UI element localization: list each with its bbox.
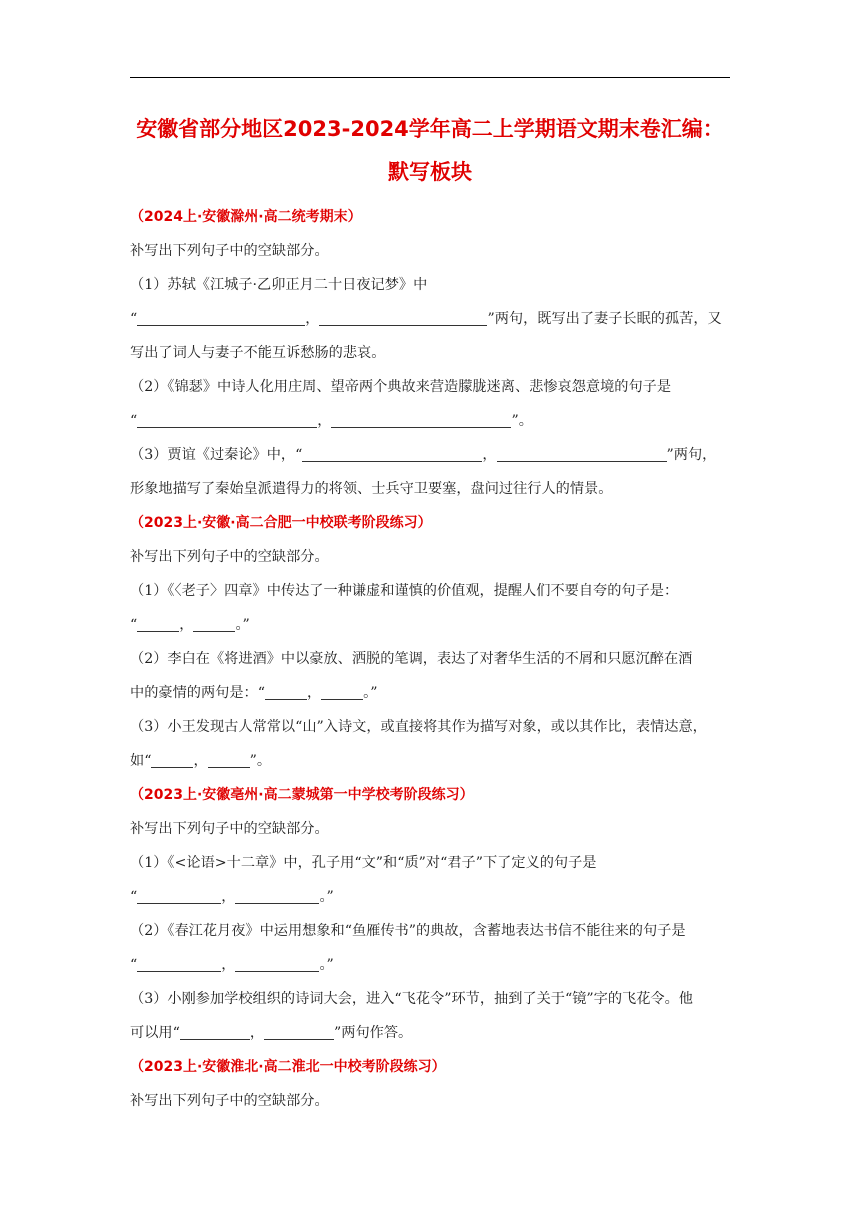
question-text: （3）小王发现古人常常以“山”入诗文，或直接将其作为描写对象，或以其作比，表情达意， xyxy=(130,719,707,735)
comma-separator: ， xyxy=(482,447,497,463)
quote-mark: “ xyxy=(130,311,138,327)
question-answer-line xyxy=(130,438,730,472)
instruction-text: 补写出下列句子中的空缺部分。 xyxy=(130,1093,329,1109)
comma-separator: ， xyxy=(305,311,320,327)
answer-blank[interactable] xyxy=(137,411,317,428)
question-text: ”两句， xyxy=(666,447,717,463)
question-text: ”。 xyxy=(249,753,272,769)
document-subtitle: 默写板块 xyxy=(388,160,472,184)
question-answer-line xyxy=(130,404,730,438)
instruction-text: 补写出下列句子中的空缺部分。 xyxy=(130,549,329,565)
question-text: 如“ xyxy=(130,753,152,769)
answer-blank[interactable] xyxy=(321,683,363,700)
question-text: （3）贾谊《过秦论》中，“ xyxy=(130,447,303,463)
question-text: （1）《<论语>十二章》中，孔子用“文”和“质”对“君子”下了定义的句子是 xyxy=(130,855,597,871)
answer-blank[interactable] xyxy=(208,751,250,768)
question-text: ”。 xyxy=(511,413,533,429)
question-answer-line xyxy=(130,676,730,710)
answer-blank[interactable] xyxy=(264,1023,334,1040)
question-text: （1）苏轼《江城子·乙卯正月二十日夜记梦》中 xyxy=(130,277,428,293)
question-text: 中的豪情的两句是：“ xyxy=(130,685,265,701)
answer-blank[interactable] xyxy=(193,615,235,632)
section-header: （2024上·安徽滁州·高二统考期末） xyxy=(130,209,362,225)
comma-separator: ， xyxy=(221,957,236,973)
section-header: （2023上·安徽淮北·高二淮北一中校考阶段练习） xyxy=(130,1059,446,1075)
question-text: ”两句，既写出了妻子长眠的孤苦，又 xyxy=(487,311,722,327)
answer-blank[interactable] xyxy=(137,615,179,632)
header-rule xyxy=(130,77,730,78)
quote-mark: “ xyxy=(130,957,138,973)
instruction-text: 补写出下列句子中的空缺部分。 xyxy=(130,821,329,837)
question-text: （3）小刚参加学校组织的诗词大会，进入“飞花令”环节，抽到了关于“镜”字的飞花令。他 xyxy=(130,991,693,1007)
answer-blank[interactable] xyxy=(137,887,221,904)
document-title: 安徽省部分地区2023-2024学年高二上学期语文期末卷汇编： xyxy=(136,117,724,141)
quote-mark: “ xyxy=(130,617,138,633)
question-text: ”两句作答。 xyxy=(334,1025,413,1041)
question-text: 。” xyxy=(235,617,250,633)
answer-blank[interactable] xyxy=(319,309,487,326)
question-text: 可以用“ xyxy=(130,1025,180,1041)
instruction-text: 补写出下列句子中的空缺部分。 xyxy=(130,243,329,259)
question-text: 。” xyxy=(363,685,378,701)
quote-mark: “ xyxy=(130,889,138,905)
answer-blank[interactable] xyxy=(497,445,667,462)
question-answer-line xyxy=(130,302,730,336)
comma-separator: ， xyxy=(179,617,194,633)
section-header: （2023上·安徽·高二合肥一中校联考阶段练习） xyxy=(130,515,432,531)
answer-blank[interactable] xyxy=(235,887,319,904)
answer-blank[interactable] xyxy=(265,683,307,700)
answer-blank[interactable] xyxy=(235,955,319,972)
comma-separator: ， xyxy=(306,685,322,701)
document-body xyxy=(130,200,730,1118)
question-text: （2）《锦瑟》中诗人化用庄周、望帝两个典故来营造朦胧迷离、悲惨哀怨意境的句子是 xyxy=(130,379,672,395)
question-answer-line xyxy=(130,948,730,982)
question-text: 形象地描写了秦始皇派遣得力的将领、士兵守卫要塞，盘问过往行人的情景。 xyxy=(130,481,613,497)
quote-mark: “ xyxy=(130,413,138,429)
question-text: 。” xyxy=(319,889,334,905)
answer-blank[interactable] xyxy=(180,1023,250,1040)
answer-blank[interactable] xyxy=(331,411,511,428)
comma-separator: ， xyxy=(317,413,332,429)
question-answer-line xyxy=(130,608,730,642)
question-answer-line xyxy=(130,744,730,778)
comma-separator: ， xyxy=(221,889,236,905)
comma-separator: ， xyxy=(249,1025,265,1041)
question-text: 。” xyxy=(319,957,334,973)
question-answer-line xyxy=(130,880,730,914)
question-answer-line xyxy=(130,1016,730,1050)
question-text: 写出了词人与妻子不能互诉愁肠的悲哀。 xyxy=(130,345,386,361)
question-text: （2）《春江花月夜》中运用想象和“鱼雁传书”的典故，含蓄地表达书信不能往来的句子是 xyxy=(130,923,686,939)
answer-blank[interactable] xyxy=(137,309,305,326)
answer-blank[interactable] xyxy=(151,751,193,768)
answer-blank[interactable] xyxy=(302,445,482,462)
comma-separator: ， xyxy=(193,753,208,769)
answer-blank[interactable] xyxy=(137,955,221,972)
question-text: （2）李白在《将进酒》中以豪放、洒脱的笔调，表达了对奢华生活的不屑和只愿沉醉在酒 xyxy=(130,651,693,667)
section-header: （2023上·安徽亳州·高二蒙城第一中学校考阶段练习） xyxy=(130,787,474,803)
question-text: （1）《〈老子〉四章》中传达了一种谦虚和谨慎的价值观，提醒人们不要自夸的句子是： xyxy=(130,583,679,599)
